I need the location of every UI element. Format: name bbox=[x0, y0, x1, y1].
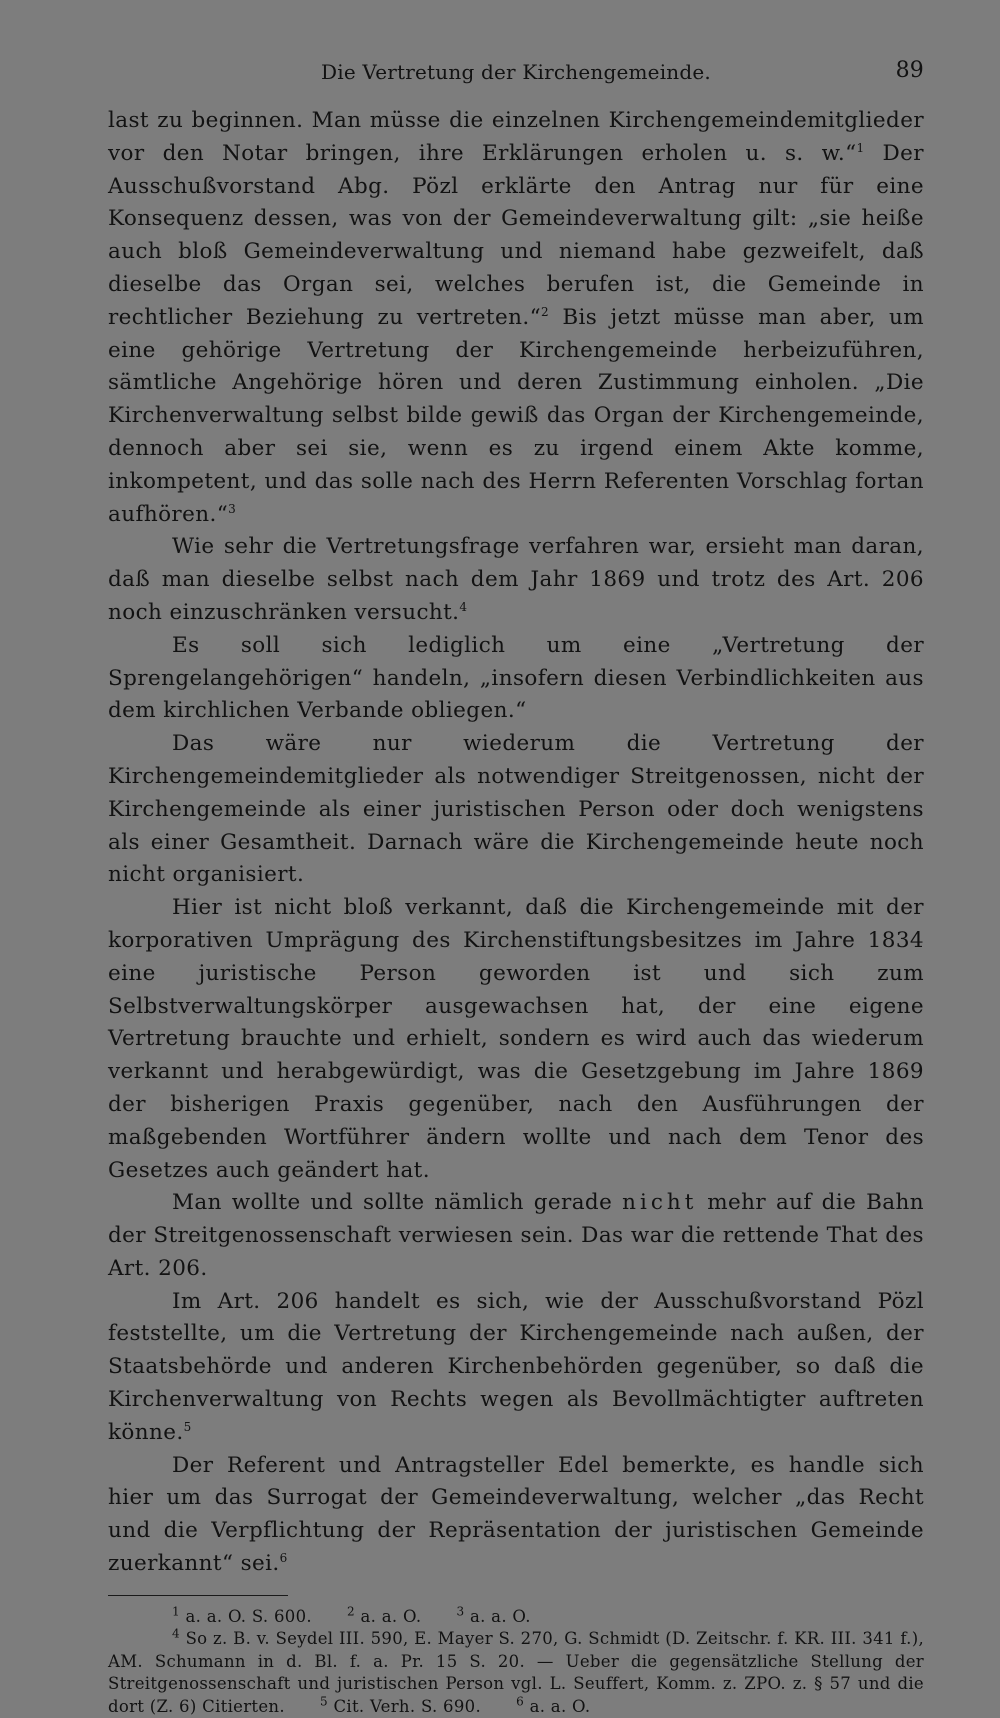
footnote-ref: 3 bbox=[228, 501, 237, 516]
paragraph bbox=[108, 1187, 924, 1285]
footnote-text: So z. B. v. Seydel III. 590, E. Mayer S. 270, G. Schmidt (D. Zeitschr. f. KR. III. 341 f.), AM. Schumann in d. Bl. f. a. Pr. 15 S. 20. — Ueber die gegensätzliche Stellung der Streitgenossenschaft und juristischen Person vgl. L. Seuffert, Komm. z. ZPO. z. § 57 und die dort (Z. 6) Citierten. bbox=[108, 1629, 924, 1716]
footnote-text: a. a. O. bbox=[529, 1696, 591, 1716]
book-page bbox=[108, 54, 924, 1718]
paragraph-text: Wie sehr die Vertretungsfrage verfahren war, ersieht man daran, daß man dieselbe selbst nach dem Jahr 1869 und trotz des Art. 206 noch einzuschränken versucht. bbox=[108, 534, 924, 625]
paragraph-text: Bis jetzt müsse man aber, um eine gehörige Vertretung der Kirchengemeinde herbeizuführen, sämtliche Angehörige hören und deren Zustimmung einholen. „Die Kirchenverwaltung selbst bilde gewiß das Organ der Kirchengemeinde, dennoch aber sei sie, wenn es zu irgend einem Akte komme, inkompetent, und das solle nach des Herrn Referenten Vorschlag fortan aufhören.“ bbox=[108, 304, 924, 527]
footnote-mark: 1 bbox=[172, 1604, 180, 1619]
paragraph bbox=[108, 892, 924, 1187]
paragraph bbox=[108, 1286, 924, 1450]
paragraph bbox=[108, 105, 924, 531]
paragraph-text: mehr auf die Bahn der Streitgenossenschaft verwiesen sein. Das war die rettende That des Art. 206. bbox=[108, 1190, 925, 1281]
footnote-ref: 2 bbox=[540, 304, 550, 319]
footnote-mark: 3 bbox=[456, 1604, 465, 1619]
footnote-line bbox=[108, 1628, 924, 1718]
footnote-ref: 4 bbox=[459, 599, 468, 614]
paragraph-text: Der Ausschußvorstand Abg. Pözl erklärte den Antrag nur für eine Konsequenz dessen, was von der Gemeindeverwaltung gilt: „sie heiße auch bloß Gemeindeverwaltung und niemand habe gezweifelt, daß dieselbe das Organ sei, welches berufen ist, die Gemeinde in rechtlicher Beziehung zu vertreten.“ bbox=[108, 140, 924, 330]
footnote-text: a. a. O. bbox=[469, 1606, 531, 1626]
footnote-divider bbox=[108, 1595, 288, 1596]
footnote-text: a. a. O. bbox=[360, 1606, 422, 1626]
footnote-ref: 6 bbox=[279, 1550, 288, 1565]
page-header bbox=[108, 54, 924, 94]
paragraph bbox=[108, 531, 924, 629]
footnote-text: a. a. O. S. 600. bbox=[185, 1606, 312, 1626]
footnote-mark: 4 bbox=[172, 1626, 180, 1641]
footnote-ref: 5 bbox=[183, 1419, 192, 1434]
paragraph-text: last zu beginnen. Man müsse die einzelnen Kirchengemeindemitglieder vor den Notar bringen, ihre Erklärungen erholen u. s. w.“ bbox=[108, 108, 924, 166]
footnotes bbox=[108, 1606, 924, 1718]
running-title: Die Vertretung der Kirchengemeinde. bbox=[321, 60, 711, 84]
footnote-mark: 5 bbox=[319, 1694, 328, 1709]
paragraph bbox=[108, 728, 924, 892]
paragraph-text: Es soll sich lediglich um eine „Vertretung der Sprengelangehörigen“ handeln, „insofern diesen Verbindlichkeiten aus dem kirchlichen Verbande obliegen.“ bbox=[108, 632, 924, 724]
emphasis-text: nicht bbox=[622, 1190, 698, 1216]
paragraph-text: Man wollte und sollte nämlich gerade bbox=[172, 1190, 623, 1216]
paragraph-text: Im Art. 206 handelt es sich, wie der Ausschußvorstand Pözl feststellte, um die Vertretung der Kirchengemeinde nach außen, der Staatsbehörde und anderen Kirchenbehörden gegenüber, so daß die Kirchenverwaltung von Rechts wegen als Bevollmächtigter auftreten könne. bbox=[108, 1288, 924, 1445]
footnote-text: Cit. Verh. S. 690. bbox=[333, 1696, 481, 1716]
paragraph-text: Das wäre nur wiederum die Vertretung der Kirchengemeindemitglieder als notwendiger Streitgenossen, nicht der Kirchengemeinde als einer juristischen Person oder doch wenigstens als einer Gesamtheit. Darnach wäre die Kirchengemeinde heute noch nicht organisiert. bbox=[108, 731, 924, 888]
body-text bbox=[108, 105, 924, 1581]
paragraph bbox=[108, 1450, 924, 1581]
footnote-ref: 1 bbox=[856, 140, 865, 155]
footnote-mark: 6 bbox=[516, 1694, 525, 1709]
paragraph-text: Hier ist nicht bloß verkannt, daß die Kirchengemeinde mit der korporativen Umprägung des Kirchenstiftungsbesitzes im Jahre 1834 eine juristische Person geworden ist und sich zum Selbstverwaltungskörper ausgewachsen hat, der eine eigene Vertretung brauchte und erhielt, sondern es wird auch das wiederum verkannt und herabgewürdigt, was die Gesetzgebung im Jahre 1869 der bisherigen Praxis gegenüber, nach den Ausführungen der maßgebenden Wortführer ändern wollte und nach dem Tenor des Gesetzes auch geändert hat. bbox=[108, 895, 924, 1183]
footnote-line bbox=[108, 1606, 924, 1629]
paragraph-text: Der Referent und Antragsteller Edel bemerkte, es handle sich hier um das Surrogat der Gemeindeverwaltung, welcher „das Recht und die Verpflichtung der Repräsentation der juristischen Gemeinde zuerkannt“ sei. bbox=[108, 1452, 924, 1577]
paragraph bbox=[108, 630, 924, 728]
footnote-mark: 2 bbox=[347, 1604, 355, 1619]
page-number: 89 bbox=[895, 58, 924, 83]
